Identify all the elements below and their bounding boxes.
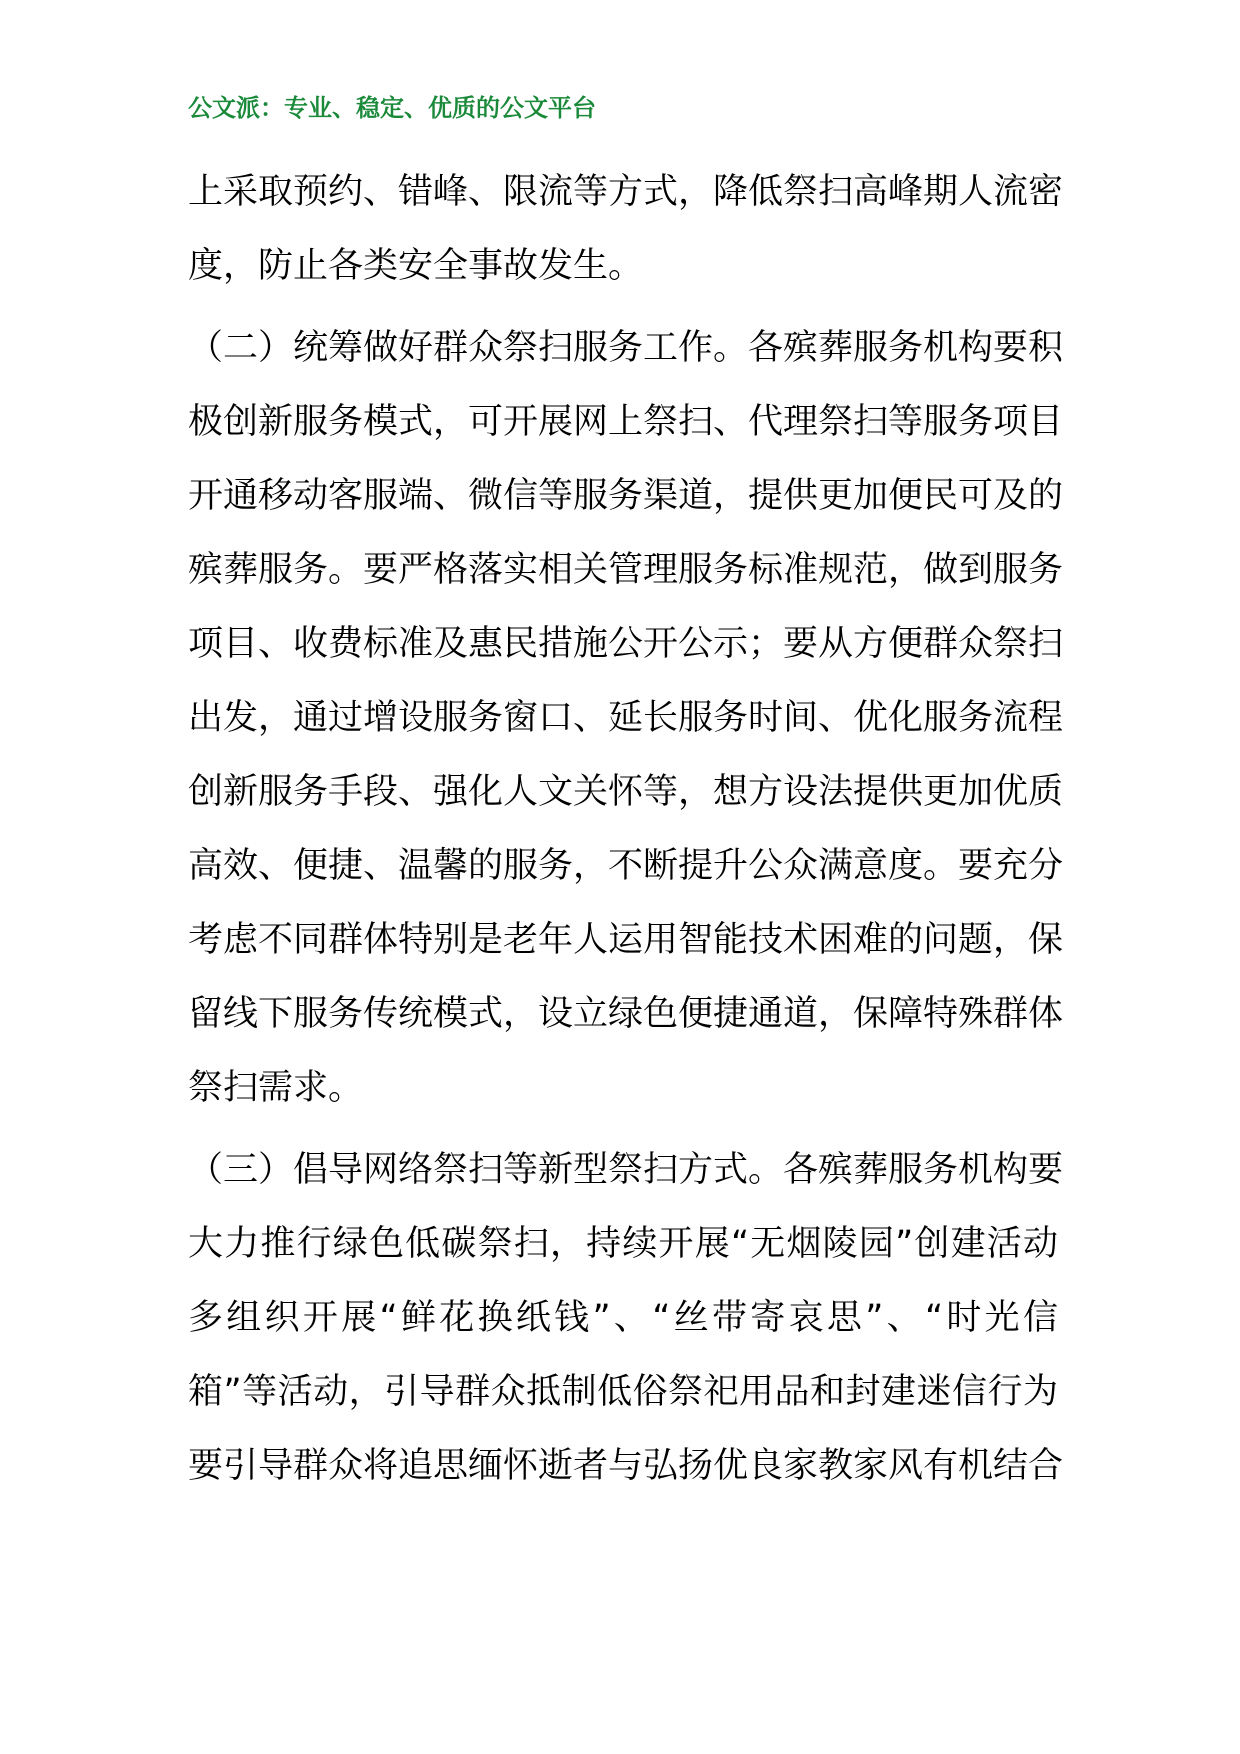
body-line: 留线下服务传统模式，设立绿色便捷通道，保障特殊群体 (188, 994, 1064, 1034)
body-line: （三）倡导网络祭扫等新型祭扫方式。各殡葬服务机构要 (188, 1150, 1064, 1190)
body-line: 要引导群众将追思缅怀逝者与弘扬优良家教家风有机结合 (188, 1446, 1064, 1486)
body-line: 多组织开展“鲜花换纸钱”、“丝带寄哀思”、“时光信 (188, 1298, 1058, 1338)
site-header-slogan: 公文派：专业、稳定、优质的公文平台 (188, 94, 596, 122)
body-line: 项目、收费标准及惠民措施公开公示；要从方便群众祭扫 (188, 624, 1064, 664)
body-line: 出发，通过增设服务窗口、延长服务时间、优化服务流程 (188, 698, 1064, 738)
body-line: 大力推行绿色低碳祭扫，持续开展“无烟陵园”创建活动 (188, 1224, 1058, 1264)
body-line: 高效、便捷、温馨的服务，不断提升公众满意度。要充分 (188, 846, 1064, 886)
body-line: 箱”等活动，引导群众抵制低俗祭祀用品和封建迷信行为 (188, 1372, 1058, 1412)
body-line: 殡葬服务。要严格落实相关管理服务标准规范，做到服务 (188, 550, 1064, 590)
body-line: 上采取预约、错峰、限流等方式，降低祭扫高峰期人流密 (188, 172, 1064, 212)
body-line: 极创新服务模式，可开展网上祭扫、代理祭扫等服务项目 (188, 402, 1064, 442)
body-line: 度，防止各类安全事故发生。 (188, 246, 644, 286)
body-line: 创新服务手段、强化人文关怀等，想方设法提供更加优质 (188, 772, 1064, 812)
body-line: （二）统筹做好群众祭扫服务工作。各殡葬服务机构要积 (188, 328, 1064, 368)
body-line: 开通移动客服端、微信等服务渠道，提供更加便民可及的 (188, 476, 1064, 516)
body-line: 祭扫需求。 (188, 1068, 364, 1108)
body-line: 考虑不同群体特别是老年人运用智能技术困难的问题，保 (188, 920, 1064, 960)
